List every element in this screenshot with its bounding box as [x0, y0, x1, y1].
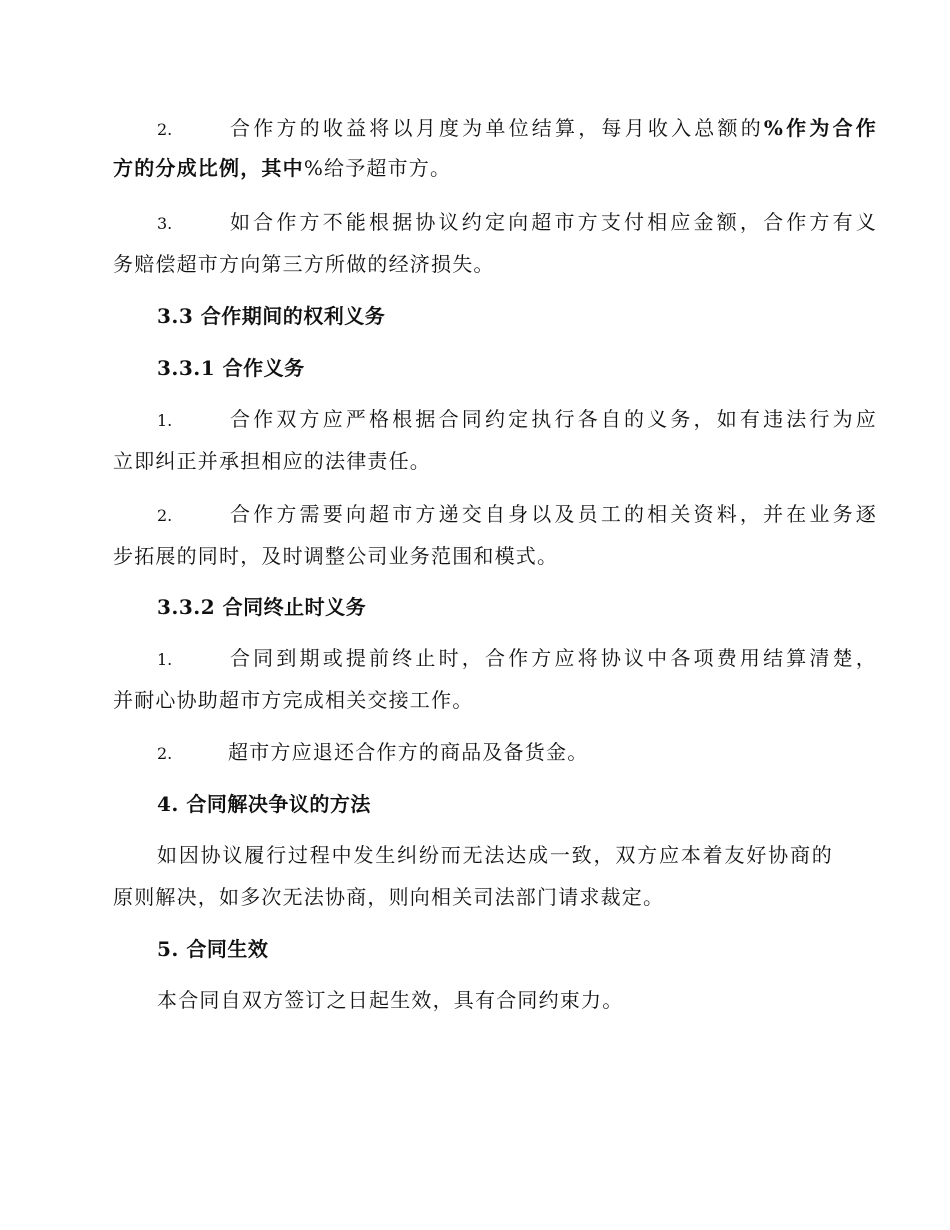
paragraph-text: 合同到期或提前终止时，合作方应将协议中各项费用结算清楚，	[228, 646, 877, 670]
paragraph-text: %给予超市方。	[303, 156, 452, 180]
paragraph-text: 超市方应退还合作方的商品及备货金。	[228, 740, 589, 764]
obligation-item-2-line-1	[157, 500, 877, 530]
list-number: 2.	[157, 506, 173, 525]
section-heading-3-3: 3.3 合作期间的权利义务	[157, 304, 386, 328]
effective-paragraph-line-1: 本合同自双方签订之日起生效，具有合同约束力。	[157, 988, 624, 1012]
revenue-item-line-1	[157, 114, 877, 144]
section-heading-5: 5. 合同生效	[157, 937, 269, 961]
paragraph-text: 合作双方应严格根据合同约定执行各自的义务，如有违法行为应	[228, 407, 877, 431]
list-number: 1.	[157, 650, 173, 669]
paragraph-text: 如合作方不能根据协议约定向超市方支付相应金额，合作方有义	[228, 210, 877, 234]
obligation-item-1-line-2: 立即纠正并承担相应的法律责任。	[113, 449, 431, 473]
list-number: 2.	[157, 744, 173, 763]
list-number: 2.	[157, 120, 173, 139]
paragraph-text: 合作方的收益将以月度为单位结算，每月收入总额的	[228, 116, 764, 140]
section-heading-3-3-1: 3.3.1 合作义务	[157, 356, 305, 380]
termination-item-1-line-1	[157, 644, 877, 674]
list-number: 1.	[157, 411, 173, 430]
dispute-paragraph-line-2: 原则解决，如多次无法协商，则向相关司法部门请求裁定。	[113, 885, 665, 909]
compensation-item-line-1	[157, 208, 877, 238]
obligation-item-1-line-1	[157, 405, 877, 435]
termination-item-1-line-2: 并耐心协助超市方完成相关交接工作。	[113, 688, 474, 712]
dispute-paragraph-line-1: 如因协议履行过程中发生纠纷而无法达成一致，双方应本着友好协商的	[157, 843, 833, 867]
paragraph-bold-text: %作为合作	[763, 116, 877, 140]
compensation-item-line-2: 务赔偿超市方向第三方所做的经济损失。	[113, 252, 495, 276]
obligation-item-2-line-2: 步拓展的同时，及时调整公司业务范围和模式。	[113, 544, 559, 568]
section-heading-4: 4. 合同解决争议的方法	[157, 792, 371, 816]
paragraph-bold-text: 方的分成比例，其中	[113, 156, 304, 180]
paragraph-text: 合作方需要向超市方递交自身以及员工的相关资料，并在业务逐	[228, 502, 877, 526]
revenue-item-line-2	[113, 154, 833, 182]
termination-item-2-line-1	[157, 738, 877, 768]
list-number: 3.	[157, 214, 173, 233]
section-heading-3-3-2: 3.3.2 合同终止时义务	[157, 595, 367, 619]
